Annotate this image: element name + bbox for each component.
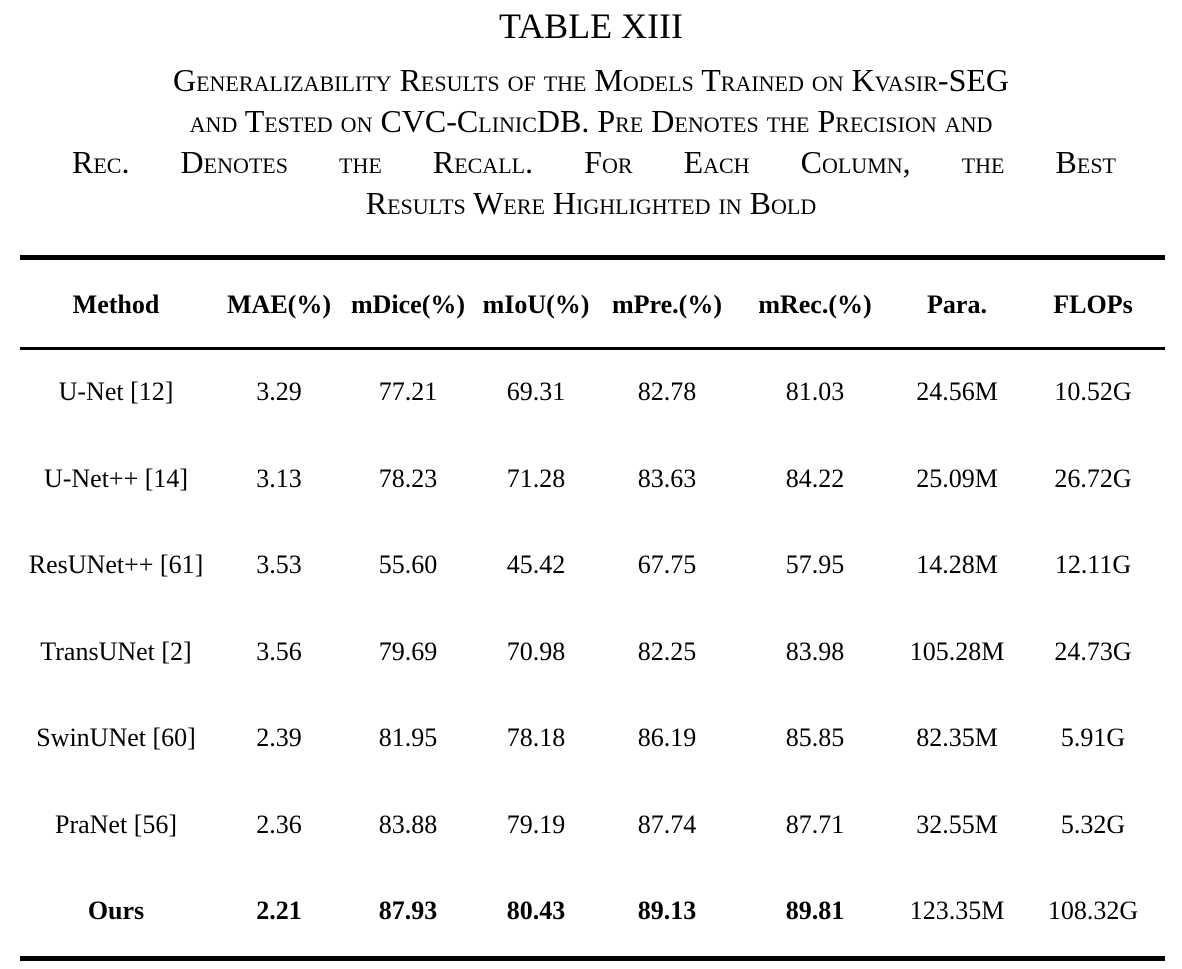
cell-mpre: 87.74	[637, 810, 697, 839]
cell-mrec: 81.03	[785, 377, 845, 406]
cell-miou: 71.28	[506, 464, 566, 493]
cell-mrec: 87.71	[785, 810, 845, 839]
cell-miou: 69.31	[506, 377, 566, 406]
cell-flops: 5.32G	[1060, 810, 1126, 839]
cell-mrec: 84.22	[785, 464, 845, 493]
cell-method: TransUNet [2]	[40, 637, 192, 666]
cell-mdice: 79.69	[378, 637, 438, 666]
cell-flops: 26.72G	[1054, 464, 1132, 493]
cell-miou: 79.19	[506, 810, 566, 839]
cell-para: 25.09M	[916, 464, 998, 493]
caption-line-1: Generalizability Results of the Models Trained on Kvasir-SEG	[172, 62, 1010, 98]
caption-line-3: Rec. Denotes the Recall. For Each Column, the Best	[72, 144, 1116, 180]
header-flops: FLOPs	[1053, 290, 1133, 319]
cell-mae: 2.36	[256, 810, 302, 839]
cell-method: PraNet [56]	[54, 810, 178, 839]
cell-flops: 108.32G	[1047, 896, 1139, 925]
cell-mpre: 86.19	[637, 723, 697, 752]
cell-mdice: 81.95	[378, 723, 438, 752]
cell-mrec: 57.95	[785, 550, 845, 579]
cell-mae: 3.56	[256, 637, 302, 666]
cell-miou: 80.43	[506, 896, 566, 925]
cell-mrec: 83.98	[785, 637, 845, 666]
cell-mdice: 87.93	[378, 896, 438, 925]
cell-para: 105.28M	[909, 637, 1005, 666]
header-method: Method	[72, 290, 160, 319]
cell-mdice: 55.60	[378, 550, 438, 579]
cell-method: ResUNet++ [61]	[28, 550, 204, 579]
cell-flops: 10.52G	[1054, 377, 1132, 406]
cell-mpre: 82.25	[637, 637, 697, 666]
caption-line-4: Results Were Highlighted in Bold	[365, 185, 817, 221]
cell-mdice: 83.88	[378, 810, 438, 839]
table-header-rule	[20, 347, 1165, 350]
cell-mpre: 67.75	[637, 550, 697, 579]
cell-method: U-Net++ [14]	[43, 464, 189, 493]
cell-method: SwinUNet [60]	[36, 723, 196, 752]
cell-para: 82.35M	[916, 723, 998, 752]
cell-method: Ours	[87, 896, 145, 925]
cell-mae: 3.53	[256, 550, 302, 579]
cell-mrec: 85.85	[785, 723, 845, 752]
cell-mae: 2.21	[256, 896, 302, 925]
cell-mdice: 78.23	[378, 464, 438, 493]
cell-method: U-Net [12]	[58, 377, 174, 406]
table-top-rule	[20, 255, 1165, 260]
cell-mpre: 83.63	[637, 464, 697, 493]
cell-para: 14.28M	[916, 550, 998, 579]
cell-mrec: 89.81	[785, 896, 845, 925]
header-mae: MAE(%)	[227, 290, 331, 319]
cell-miou: 45.42	[506, 550, 566, 579]
cell-flops: 24.73G	[1054, 637, 1132, 666]
caption-line-2: and Tested on CVC-ClinicDB. Pre Denotes the Precision and	[189, 103, 993, 139]
header-miou: mIoU(%)	[482, 290, 590, 319]
cell-mae: 3.29	[256, 377, 302, 406]
header-para: Para.	[927, 290, 987, 319]
cell-para: 24.56M	[916, 377, 998, 406]
cell-para: 123.35M	[909, 896, 1005, 925]
cell-flops: 5.91G	[1060, 723, 1126, 752]
cell-miou: 70.98	[506, 637, 566, 666]
table-bottom-rule	[20, 956, 1165, 961]
table-label: TABLE XIII	[498, 6, 684, 46]
cell-flops: 12.11G	[1054, 550, 1132, 579]
cell-miou: 78.18	[506, 723, 566, 752]
cell-mae: 2.39	[256, 723, 302, 752]
header-mrec: mRec.(%)	[758, 290, 872, 319]
header-mpre: mPre.(%)	[612, 290, 722, 319]
cell-mpre: 89.13	[637, 896, 697, 925]
cell-para: 32.55M	[916, 810, 998, 839]
header-mdice: mDice(%)	[350, 290, 466, 319]
cell-mae: 3.13	[256, 464, 302, 493]
cell-mpre: 82.78	[637, 377, 697, 406]
cell-mdice: 77.21	[378, 377, 438, 406]
